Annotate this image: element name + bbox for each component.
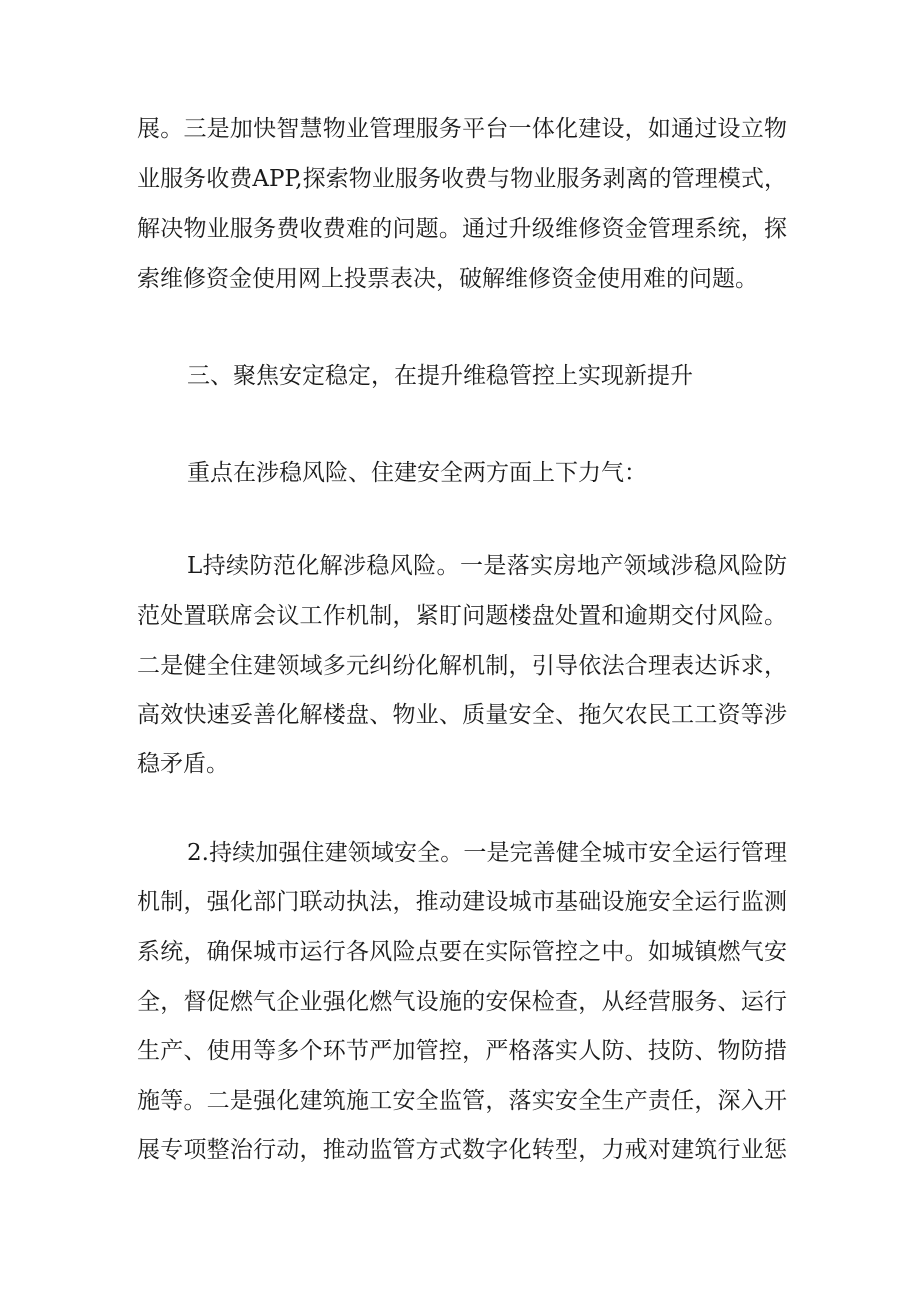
- paragraph-line: 全，督促燃气企业强化燃气设施的安保检查，从经营服务、运行: [137, 989, 787, 1015]
- paragraph-line: 重点在涉稳风险、住建安全两方面上下力气：: [187, 460, 647, 486]
- paragraph-line: 生产、使用等多个环节严加管控，严格落实人防、技防、物防措: [137, 1038, 787, 1064]
- paragraph-line: 稳矛盾。: [137, 751, 229, 777]
- paragraph-line: 二是健全住建领域多元纠纷化解机制，引导依法合理表达诉求，: [137, 653, 787, 679]
- paragraph-line: 展专项整治行动，推动监管方式数字化转型，力戒对建筑行业惩: [137, 1137, 787, 1163]
- section-heading: 三、聚焦安定稳定，在提升维稳管控上实现新提升: [187, 363, 693, 389]
- paragraph-line: 施等。二是强化建筑施工安全监管，落实安全生产责任，深入开: [137, 1088, 787, 1114]
- paragraph-line: 解决物业服务费收费难的问题。通过升级维修资金管理系统，探: [137, 216, 787, 242]
- paragraph-line: 2.持续加强住建领域安全。一是完善健全城市安全运行管理: [187, 840, 787, 866]
- paragraph-line: 范处置联席会议工作机制，紧盯问题楼盘处置和逾期交付风险。: [137, 603, 787, 629]
- paragraph-line: 系统，确保城市运行各风险点要在实际管控之中。如城镇燃气安: [137, 939, 787, 965]
- paragraph-line: 高效快速妥善化解楼盘、物业、质量安全、拖欠农民工工资等涉: [137, 702, 787, 728]
- paragraph-line: L持续防范化解涉稳风险。一是落实房地产领域涉稳风险防: [187, 553, 787, 579]
- paragraph-line: 业服务收费APP,探索物业服务收费与物业服务剥离的管理模式，: [137, 166, 787, 192]
- paragraph-line: 机制，强化部门联动执法，推动建设城市基础设施安全运行监测: [137, 889, 787, 915]
- paragraph-line: 展。三是加快智慧物业管理服务平台一体化建设，如通过设立物: [137, 116, 787, 142]
- paragraph-line: 索维修资金使用网上投票表决，破解维修资金使用难的问题。: [137, 266, 758, 292]
